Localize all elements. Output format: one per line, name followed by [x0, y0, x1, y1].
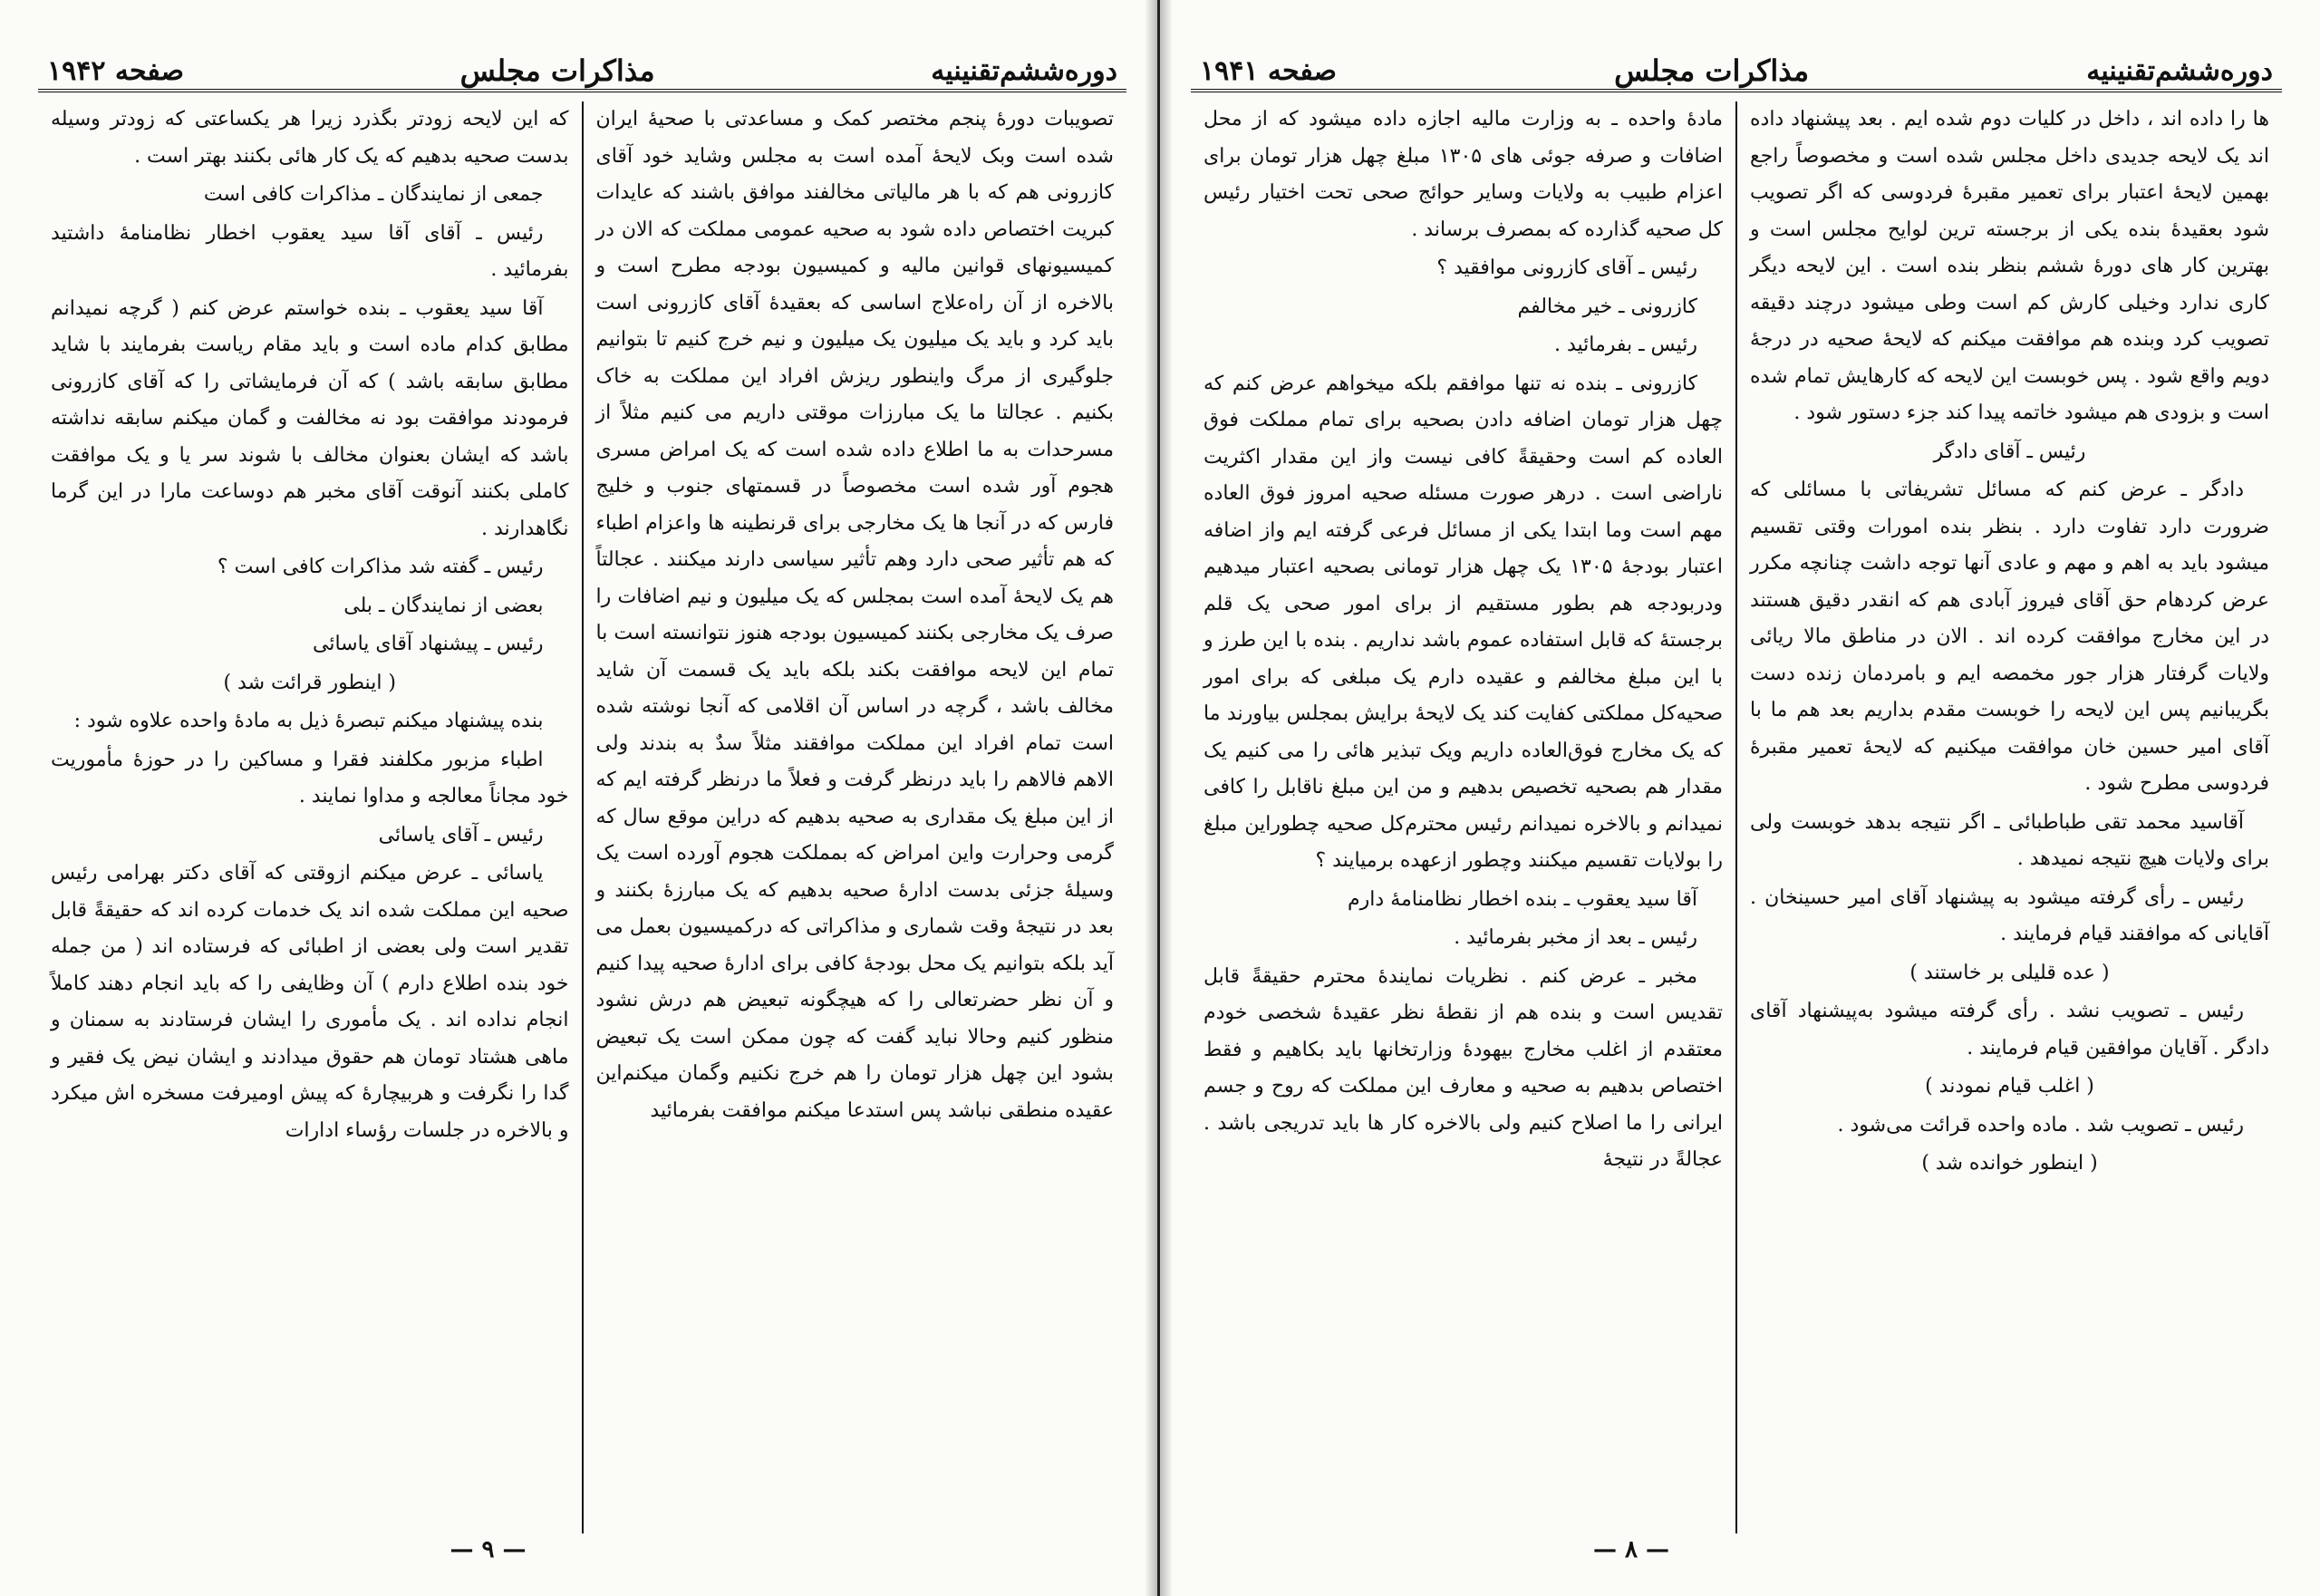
paragraph: رئیس ـ آقای یاسائی [378, 823, 544, 846]
left-page-columns [38, 102, 1126, 1533]
paragraph: رئیس ـ رأی گرفته میشود به پیشنهاد آقای امیر حسینخان . آقایانی که موافقند قیام فرمایند . [1750, 885, 2269, 945]
paragraph: رئیس ـ تصویب نشد . رأی گرفته میشود به‌پیشنهاد آقای دادگر . آقایان موافقین قیام فرمایند . [1750, 1000, 2269, 1059]
left-page-header [38, 44, 1126, 92]
paragraph: بنده پیشنهاد میکنم تبصرهٔ ذیل به مادهٔ واحده علاوه شود : [73, 710, 544, 732]
paragraph: آقاسید محمد تقی طباطبائی ـ اگر نتیجه بدهد خوبست ولی برای ولایات هیچ نتیجه نمیدهد . [1750, 810, 2269, 870]
paragraph: آقا سید یعقوب ـ بنده خواستم عرض کنم ( گرچه نمیدانم مطابق کدام ماده است و باید مقام ریاست بفرمایند با شاید مطابق سابقه باشد ) که آن فرمایشاتی را که آقای کازرونی فرمودند موافقت بود نه مخالفت و گمان میکنم سابقه نداشته باشد که ایشان بعنوان مخالف با شوند سر یا و یک موافقت کاملی بکنند آنوقت آقای مخبر هم دوساعت مارا در این گرما نگاهدارند . [51, 296, 569, 540]
page-label: صفحه ۱۹۴۲ [47, 55, 184, 87]
gutter-shadow [1160, 0, 1173, 1596]
paragraph: ( اغلب قیام نمودند ) [1925, 1075, 2094, 1098]
paragraph: مخبر ـ عرض کنم . نظریات نمایندهٔ محترم حقیقةً قابل تقدیس است و بنده هم از نقطهٔ نظر عقیدهٔ شخصی خودم معتقدم از اغلب مخارج بیهودهٔ وزارتخانها باید بکاهیم و فقط اختصاص بدهیم به صحیه و معارف این مملکت که روح و جسم ایرانی را ما اصلاح کنیم ولی بالاخره کار ها باید تدریجی باشد . عجالةً در نتیجهٔ [1204, 964, 1723, 1171]
paragraph: جمعی از نمایندگان ـ مذاکرات کافی است [203, 183, 544, 206]
session-label: دوره‌ششم‌تقنینیه [931, 55, 1117, 87]
paragraph: که این لایحه زودتر بگذرد زیرا هر یکساعتی که زودتر وسیله بدست صحیه بدهیم که یک کار هائی بکنند بهتر است . [51, 108, 569, 168]
gutter-shadow [1145, 0, 1157, 1596]
paragraph: رئیس ـ تصویب شد . ماده واحده قرائت می‌شود . [1837, 1113, 2244, 1137]
right-page [1160, 0, 2320, 1596]
column-right [584, 102, 1127, 1533]
paragraph: کازرونی ـ بنده نه تنها موافقم بلکه میخواهم عرض کنم که چهل هزار تومان اضافه دادن بصحیه برای تمام مملکت فوق العاده کم است وحقیقةً کافی نیست واز این مقدار اکثریت ناراضی است . درهر صورت مسئله صحیه امروز فوق العاده مهم است وما ابتدا یکی از مسائل فرعی گرفته ایم واز اضافه اعتبار بودجهٔ ۱۳۰۵ یک چهل هزار تومانی بصحیه اعتبار میدهیم ودربودجه هم بطور مستقیم از برای امور صحی یک قلم برجستهٔ که قابل استفاده عموم باشد نداریم . بنده با این طرز و با این مبلغ مخالفم و عقیده دارم یک مبلغی که برای امور صحیه‌کل مملکتی کفایت کند یک لایحهٔ برایش بمجلس بیاورند ما که یک مخارج فوق‌العاده داریم ویک تبذیر هائی را می کنیم یک مقدار هم بصحیه تخصیص بدهیم و من این مبلغ ناقابل را کافی نمیدانم و بالاخره نمیدانم رئیس محترم‌کل صحیه چطوراین مبلغ را بولایات تقسیم میکنند وچطور ازعهده برمیایند ؟ [1204, 372, 1723, 872]
page-number: — ۸ — [1592, 1536, 1670, 1563]
session-label: دوره‌ششم‌تقنینیه [2086, 55, 2273, 87]
paragraph: رئیس ـ آقای آقا سید یعقوب اخطار نظامنامهٔ داشتید بفرمائید . [51, 221, 569, 281]
paragraph: مادهٔ واحده ـ به وزارت مالیه اجازه داده میشود که از محل اضافات و صرفه جوئی های ۱۳۰۵ مبلغ چهل هزار تومان برای اعزام طبیب به ولایات وسایر حوائج صحی تحت اختیار رئیس کل صحیه گذارده که بمصرف برساند . [1204, 108, 1723, 241]
paragraph: آقا سید یعقوب ـ بنده اخطار نظامنامهٔ دارم [1348, 887, 1697, 911]
paragraph: رئیس ـ پیشنهاد آقای یاسائی [313, 633, 544, 655]
header-title: مذاکرات مجلس [1614, 53, 1810, 88]
paragraph: رئیس ـ آقای کازرونی موافقید ؟ [1436, 256, 1697, 279]
paragraph: ( عده قلیلی بر خاستند ) [1909, 961, 2110, 984]
paragraph: یاسائی ـ عرض میکنم ازوقتی که آقای دکتر بهرامی رئیس صحیه این مملکت شده اند یک خدمات کرده اند که حقیقةً قابل تقدیر است ولی بعضی از اطبائی که فرستاده اند ( من جمله خود بنده اطلاع دارم ) آن وظایفی را که باید انجام دهند کاملاً انجام نداده اند . یک مأموری را ایشان فرستادند به سمنان و ماهی هشتاد تومان هم حقوق میدادند و ایشان نیض یک فقیر و گدا را نگرفت و هربیچارهٔ که پیش اومیرفت مسخره اش میکرد و بالاخره در جلسات رؤساء ادارات [51, 862, 569, 1142]
paragraph: کازرونی ـ خیر مخالفم [1517, 295, 1697, 318]
paragraph: رئیس ـ بعد از مخبر بفرمائید . [1454, 926, 1697, 949]
paragraph: رئیس ـ بفرمائید . [1553, 334, 1697, 356]
column-left [1191, 102, 1737, 1533]
paragraph: دادگر ـ عرض کنم که مسائل تشریفاتی با مسائلی که ضرورت دارد تفاوت دارد . بنظر بنده امورات وقتی تقسیم میشود باید به اهم و مهم و عادی آنها توجه داشت چنانچه مکرر عرض کردهام حق آقای فیروز آبادی هم که انقدر دقیق هستند در این مخارج موافقت کرده اند . الان در مناطق مالا ریائی ولایات گرفتار هزار جور مخمصه ایم و بامردمان زنده دست بگریبانیم پس این لایحه را خوبست مقدم بداریم بعد هم ما با آقای امیر حسین خان موافقت میکنیم که لایحهٔ تعمیر مقبرهٔ فردوسی مطرح شود . [1750, 479, 2269, 795]
paragraph: ( اینطور قرائت شد ) [223, 671, 397, 694]
page-number: — ۹ — [450, 1536, 527, 1563]
paragraph: ها را داده اند ، داخل در کلیات دوم شده ایم . بعد پیشنهاد داده اند یک لایحه جدیدی داخل مجلس شده است و مخصوصاً راجع بهمین لایحهٔ اعتبار برای تعمیر مقبرهٔ فردوسی که اگر تصویب شود بعقیدهٔ بنده یکی از برجسته ترین لوایح مجلس است و بهترین کار های دورهٔ ششم بنظر بنده است . این لایحه دیگر کاری ندارد وخیلی کارش کم است وطی میشود درچند دقیقه تصویب کرد وبنده هم موافقت میکنم که لایحهٔ صحیه در درجهٔ دویم واقع شود . پس خوبست این لایحه که کارهایش تمام شده است و بزودی هم میشود خاتمه پیدا کند جزء دستور شود . [1750, 108, 2269, 424]
right-page-columns [1191, 102, 2282, 1533]
paragraph: اطباء مزبور مکلفند فقرا و مساکین را در حوزهٔ مأموریت خود مجاناً معالجه و مداوا نمایند . [51, 748, 569, 808]
page-label: صفحه ۱۹۴۱ [1200, 55, 1337, 87]
header-title: مذاکرات مجلس [459, 53, 655, 88]
paragraph: ( اینطور خوانده شد ) [1921, 1152, 2098, 1175]
column-left [38, 102, 584, 1533]
paragraph: تصویبات دورهٔ پنجم مختصر کمک و مساعدتی با صحیهٔ ایران شده است وبک لایحهٔ آمده است به مجلس وشاید خود آقای کازرونی هم که با هر مالیاتی مخالفند موافق باشند که عایدات کبریت اختصاص داده شود به صحیه عمومی مملکت که الان در کمیسیونهای قوانین مالیه و کمیسیون بودجه مطرح است و بالاخره از آن راه‌علاج اساسی که بعقیدهٔ آقای کازرونی است باید کرد و باید یک میلیون یک میلیون و نیم خرج کنیم تا بتوانیم جلوگیری از مرگ واینطور ریزش افراد این مملکت به خاک بکنیم . عجالتا ما یک مبارزات موقتی داریم می کنیم مثلاً از مسرحدات به ما اطلاع داده شده است که یک امراض مسری هجوم آور شده است مخصوصاً در قسمتهای جنوب و خلیج فارس که در آنجا ها یک مخارجی برای قرنطینه ها واعزام اطباء که هم تأثیر صحی دارد وهم تأثیر سیاسی دارند میکنند . عجالتاً هم یک لایحهٔ آمده است بمجلس که یک میلیون و نیم اضافات را صرف یک مخارجی بکنند کمیسیون بودجه هنوز نتوانسته است با تمام این لایحه موافقت بکند بلکه باید یک قسمت آن شاید مخالف باشد ، گرچه در اساس آن اقلامی که آنجا نوشته شده است تمام افراد این مملکت موافقند مثلاً سدٌ به بندند ولی الاهم فالاهم را باید درنظر گرفت و فعلاً ما درنظر گرفته ایم که از این مبلغ یک مقداری به صحیه بدهیم که دراین موقع سال که گرمی وحرارت واین امراض که بمملکت هجوم آورده است یک وسیلهٔ جزئی بدست ادارهٔ صحیه بدهیم که یک مبارزهٔ بکنند و بعد در نتیجهٔ وقت شماری و مذاکراتی که درکمیسیون بعمل می آید بلکه بتوانیم یک محل بودجهٔ کافی برای ادارهٔ صحیه پیدا کنیم و آن نظر حضرتعالی را که هیچگونه تبعیض هم درش نشود منظور کنیم وحالا نباید گفت که چون ممکن است یک تبعیض بشود این چهل هزار تومان را هم خرج نکنیم وگمان میکنم‌این عقیده منطقی نباشد پس استدعا میکنم موافقت بفرمائید [595, 108, 1114, 1122]
paragraph: رئیس ـ آقای دادگر [1933, 440, 2086, 463]
paragraph: رئیس ـ گفته شد مذاکرات کافی است ؟ [217, 556, 544, 578]
right-page-header [1191, 44, 2282, 92]
paragraph: بعضی از نمایندگان ـ بلی [343, 594, 544, 617]
column-right [1737, 102, 2282, 1533]
